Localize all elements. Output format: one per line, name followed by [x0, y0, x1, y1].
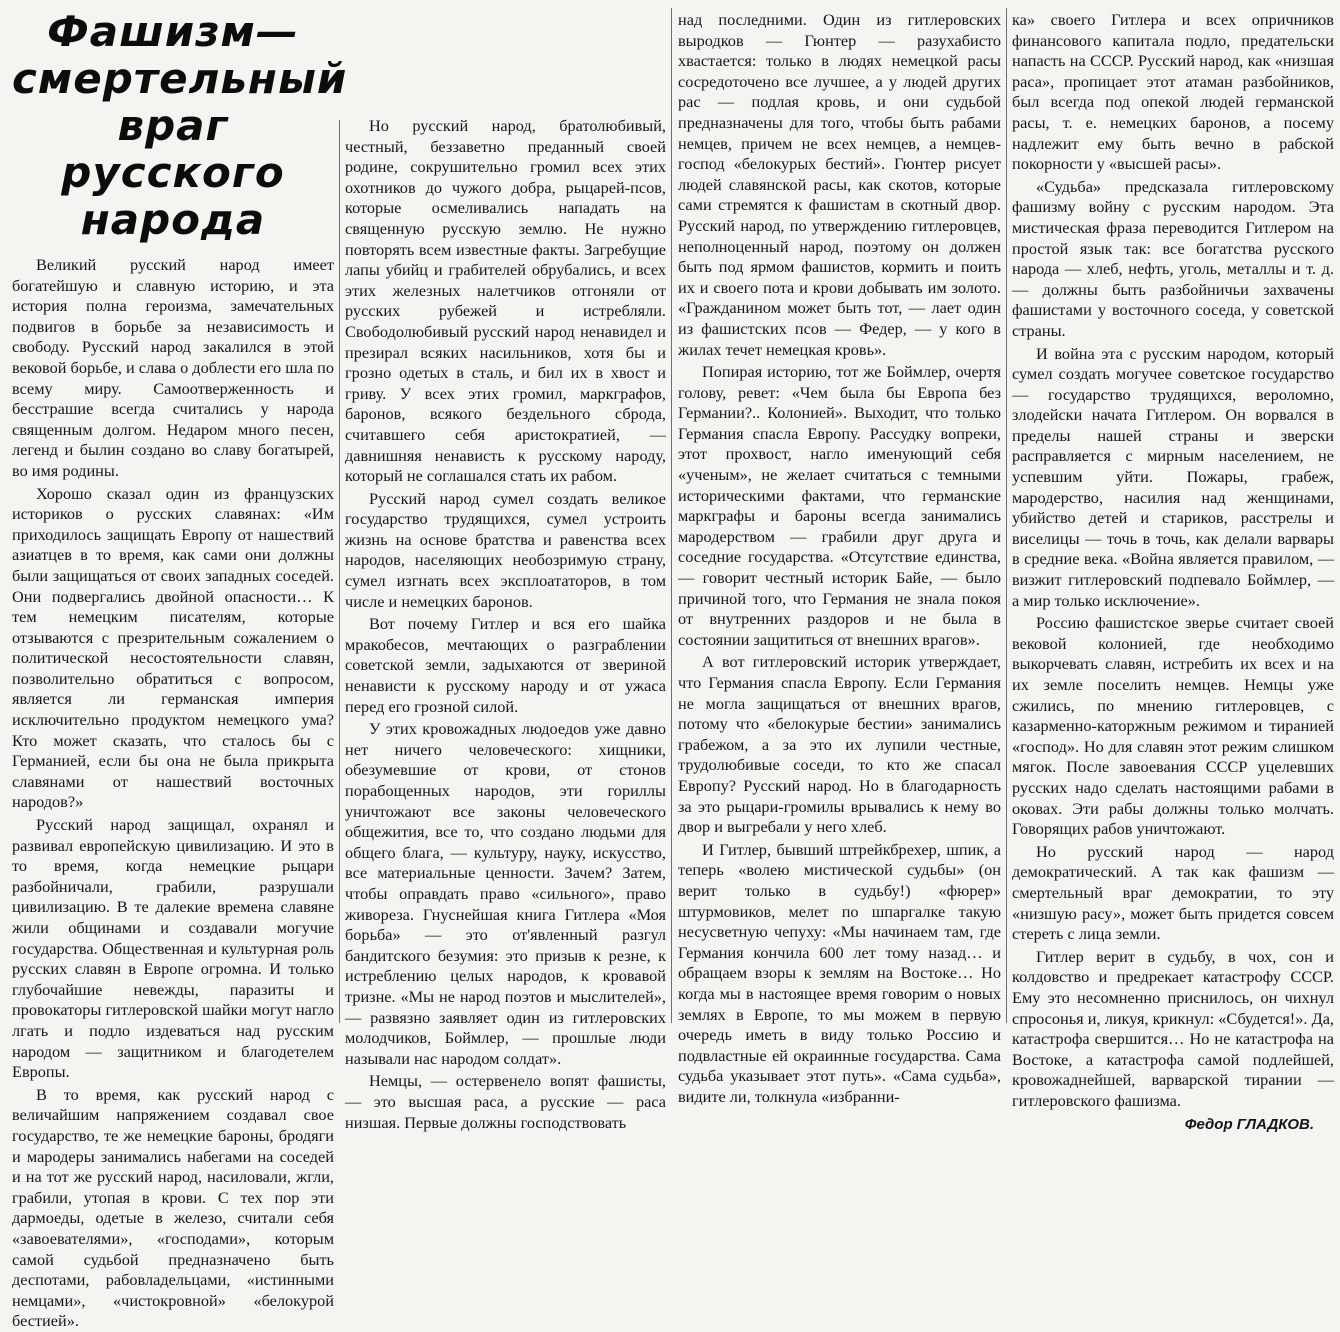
paragraph: «Судьба» предсказала гитлеровскому фашизму войну с русским народом. Эта мистическая фраза переводится Гитлером на простой язык так: все богатства русского народа — хлеб, нефть, уголь, металлы и т. д. — должны быть разбойничьи захвачены фашистами у восточного соседа, у советской страны. [1012, 176, 1334, 340]
column-divider [1006, 8, 1007, 1023]
paragraph: Немцы, — остервенело вопят фашисты, — это высшая раса, а русские — раса низшая. Первые должны господствовать [345, 1071, 666, 1132]
paragraph: А вот гитлеровский историк утверждает, что Германия спасла Европу. Если Германия не могла защищаться от внешних врагов, потому что «белокурые бестии» занимались грабежом, а за это их лупили честные, трудолюбивые соседи, то кто же спасал Европу? Русский народ. Но в благодарность за это рыцари-громилы врывались к нему во двор и выгребали у него хлеб. [678, 652, 1001, 837]
article-column-3 [678, 10, 1001, 1107]
headline [12, 7, 348, 244]
author-signature: Федор ГЛАДКОВ. [1184, 1116, 1314, 1134]
paragraph: Россию фашистское зверье считает своей вековой колонией, где необходимо выкорчевать славян, истребить их всех и на их земле поселить немцев. Немцы уже сжились, по мнению гитлеровцев, с казарменно-каторжным режимом и тиранией «господ». Но для славян этот режим слишком мягок. После завоевания СССР уцелевших русских надо сделать настоящими рабами в оковах. Эти рабы должны только молчать. Говорящих рабов уничтожают. [1012, 613, 1334, 839]
paragraph: ка» своего Гитлера и всех опричников финансового капитала подло, предательски напасть на СССР. Русский народ, как «низшая раса», пропицает этот атаман разбойников, был всегда под опекой людей германской расы, т. е. немецких баронов, а посему надлежит ему быть вечно в рабской покорности у «высшей расы». [1012, 10, 1334, 174]
paragraph: У этих кровожадных людоедов уже давно нет ничего человеческого: хищники, обезумевшие от крови, от стонов порабощенных народов, эти гориллы уничтожают все законы человеческого общежития, все то, что создано людьми для общего блага, — культуру, науку, искусство, все материальные ценности. Зачем? Затем, чтобы оправдать право «сильного», право живореза. Гнуснейшая книга Гитлера «Моя борьба» — это от'явленный разгул бандитского безумия: это призыв к резне, к истреблению целых народов, к кровавой тризне. «Мы не народ поэтов и мыслителей», — развязно заявляет один из гитлеровских молодчиков, Боймлер, — прошлые люди называли нас народом солдат». [345, 719, 666, 1068]
article-column-1 [12, 0, 348, 1332]
paragraph: Но русский народ, братолюбивый, честный, беззаветно преданный своей родине, сокрушительно громил всех этих охотников до чужого добра, рыцарей-псов, которые осмеливались нападать на священную русскую землю. Не нужно повторять всем известные факты. Загребущие лапы убийц и грабителей обрубались, и всех этих железных налетчиков отгоняли от русских рубежей и истребляли. Свободолюбивый русский народ ненавидел и презирал всяких насильников, хотя бы и грозно одетых в сталь, и бил их в хвост и гриву. У всех этих громил, маркграфов, баронов, всякого бездельного сброда, считавшего себя аристократией, — давнишняя ненависть к русскому народу, который не соглашался стать их рабом. [345, 116, 666, 486]
paragraph: И Гитлер, бывший штрейкбрехер, шпик, а теперь «волею мистической судьбы» (он верит только в судьбу!) «фюрер» штурмовиков, мелет по шпаргалке такую несусветную чепуху: «Мы начинаем там, где Германия кончила 600 лет тому назад… и обращаем взоры к землям на Востоке… Но когда мы в настоящее время говорим о новых землях в Европе, то мы можем в первую очередь иметь в виду только Россию и подвластные ей окраинные государства. Сама судьба указывает этот путь». «Сама судьба», видите ли, толкнула «избранни- [678, 839, 1001, 1106]
article-column-2 [345, 116, 666, 1133]
paragraph: Попирая историю, тот же Боймлер, очертя голову, ревет: «Чем была бы Европа без Германии?.. Колонией». Выходит, что только Германия спасла Европу. Рассудку вопреки, этот прохвост, нагло именующий себя «ученым», не желает считаться с темными историческими фактами, что германские маркграфы и бароны всегда занимались мародерством — грабили друг друга и соседние государства. «Отсутствие единства, — говорит честный историк Байе, — было причиной того, что Германия не знала покоя от внутренних раздоров и не была в состоянии защититься от внешних врагов». [678, 362, 1001, 649]
paragraph: Вот почему Гитлер и вся его шайка мракобесов, мечтающих о разграблении советской земли, задыхаются от звериной ненависти к русскому народу и от ужаса перед его грозной силой. [345, 614, 666, 716]
paragraph: И война эта с русским народом, который сумел создать могучее советское государство — государство трудящихся, вероломно, злодейски начата Гитлером. Он ворвался в пределы нашей страны и зверски расправляется с мирным населением, не успевшим уйти. Пожары, грабеж, мародерство, насилия над женщинами, убийство детей и стариков, расстрелы и виселицы — точь в точь, как делали варвары в средние века. «Война является правилом, — визжит гитлеровский подпевало Боймлер, — а мир только исключение». [1012, 343, 1334, 610]
column-divider [339, 120, 340, 1023]
paragraph: Но русский народ — народ демократический. А так как фашизм — смертельный враг демократии, то эту «низшую расу», может быть придется совсем стереть с лица земли. [1012, 841, 1334, 944]
paragraph: Великий русский народ имеет богатейшую и славную историю, и эта история полна героизма, замечательных подвигов в борьбе за независимость и свободу. Русский народ закалился в этой вековой борьбе, и слава о доблести его шла по всему миру. Самоотверженность и бесстрашие всегда считались у народа священным долгом. Недаром много песен, легенд и былин создано во славу богатырей, во имя родины. [12, 255, 335, 480]
paragraph: Хорошо сказал один из французских историков о русских славянах: «Им приходилось защищать Европу от нашествий азиатцев в то время, как сами они должны были защищаться от своих западных соседей. Они подвергались двойной опасности… К тем немецким писателям, которые отзываются с презрительным сожалением о политической несостоятельности славян, позволительно обратиться с вопросом, является ли германская империя исключительно продуктом немецкого ума? Кто может сказать, что сталось бы с Германией, если бы она не была прикрыта славянами от нашествий восточных народов?» [12, 483, 334, 812]
paragraph: В то время, как русский народ с величайшим напряжением создавал свое государство, те же немецкие бароны, бродяги и мародеры занимались набегами на соседей и на тот же русский народ, насиловали, жгли, грабили, утопая в крови. С тех пор эти дармоеды, одетые в железо, считали себя «завоевателями», «господами», которым самой судьбой предназначено быть деспотами, рабовладельцами, «истинными немцами», «чистокровной» «белокурой бестией». [12, 1084, 334, 1331]
paragraph: Русский народ защищал, охранял и развивал европейскую цивилизацию. И это в то время, когда немецкие рыцари разбойничали, грабили, разрушали цивилизацию. В те далекие времена славяне жили общинами и создавали могучие государства. Общественная и культурная роль русских славян в Европе огромна. И только глубочайшие невежды, паразиты и провокаторы гитлеровской шайки могут нагло лгать и подло издеваться над русским народом — защитником и благодетелем Европы. [12, 815, 334, 1082]
paragraph: Русский народ сумел создать великое государство трудящихся, сумел устроить жизнь на основе братства и равенства всех народов, населяющих необозримую страну, сумел изгнать всех эксплоататоров, в том числе и немецких баронов. [345, 488, 666, 611]
headline-line-1: Фашизм—смертельный враг [12, 7, 348, 150]
paragraph: над последними. Один из гитлеровских выродков — Гюнтер — разухабисто хвастается: только в людях немецкой расы сосредоточено все лучшее, а у людей других рас — подлая кровь, и они судьбой предназначены для того, чтобы быть рабами немцев, причем не всех немцев, а немцев-господ «белокурых бестий». Гюнтер рисует людей славянской расы, как скотов, которые сами стремятся к фашистам в скотный двор. Русский народ, по утверждению гитлеровцев, неполноценный народ, поэтому он должен быть под ярмом фашистов, кормить и поить их и своего пота и крови добывать им золото. «Гражданином может быть тот, — лает один из фашистских псов — Федер, — у кого в жилах течет немецкая кровь». [678, 10, 1001, 359]
headline-line-2: русского народа [61, 148, 285, 244]
column-divider [671, 8, 672, 1023]
paragraph: Гитлер верит в судьбу, в чох, сон и колдовство и предрекает катастрофу СССР. Ему это несомненно приснилось, он чихнул спросонья и, ликуя, крикнул: «Сбудется!». Да, катастрофа свершится… Но не катастрофа на Востоке, а катастрофа самой подлейшей, кровожаднейшей, варварской тирании — гитлеровского фашизма. [1012, 946, 1334, 1110]
article-column-4 [1012, 10, 1334, 1136]
